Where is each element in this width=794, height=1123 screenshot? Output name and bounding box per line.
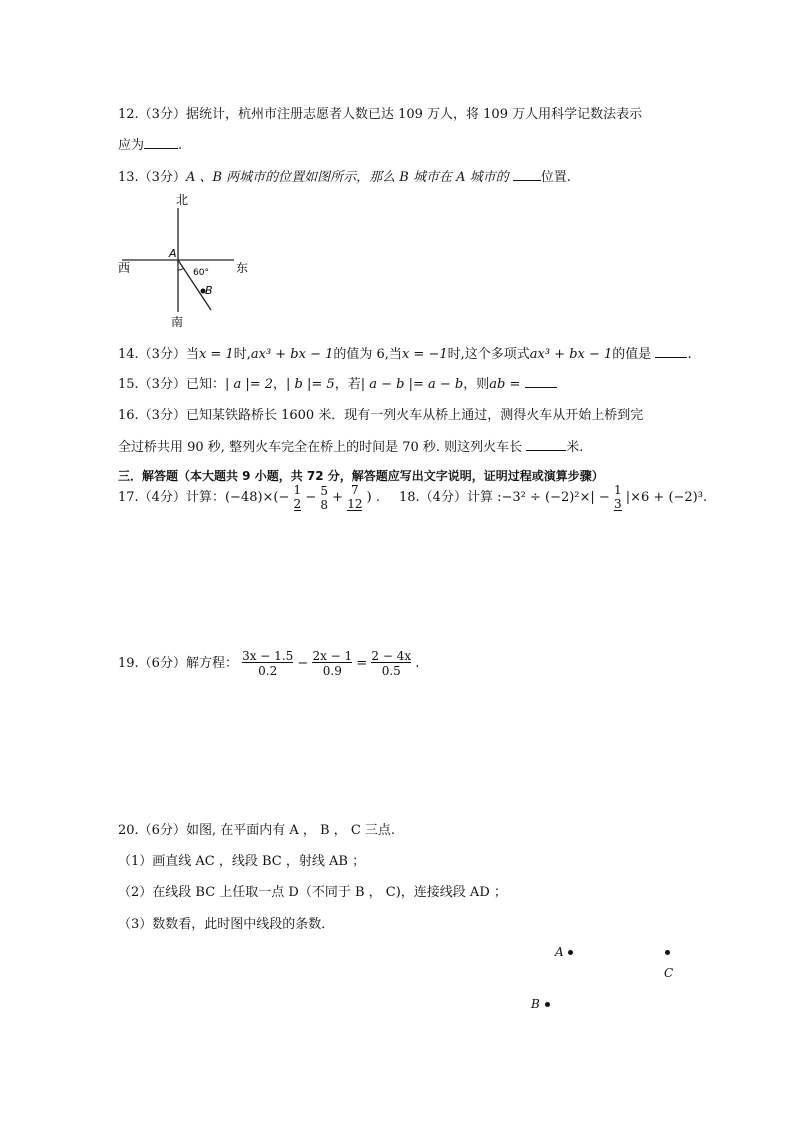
q18-expr-a: −3² ÷ (−2)²×| − [501, 490, 610, 505]
q20-text: 20.（6分）如图, 在平面内有 A ， B ， C 三点. [118, 823, 396, 838]
q16-text2: 全过桥共用 90 秒, 整列火车完全在桥上的时间是 70 秒. 则这列火车长 [118, 440, 523, 455]
q14-line [118, 343, 692, 362]
q18-f-den: 3 [613, 497, 622, 511]
q17-close: ) . [366, 490, 380, 505]
q14-answer-blank[interactable] [655, 345, 687, 358]
q15-res: ab = [489, 377, 521, 392]
q12-line2 [118, 134, 182, 153]
q14-cond2: x = −1 [401, 347, 448, 362]
q15-sep: ， [273, 377, 287, 392]
label-a: A [169, 247, 177, 260]
q17-f3-num: 7 [351, 483, 359, 497]
q17-f2-num: 5 [320, 483, 328, 498]
q18-fraction [614, 484, 622, 511]
q20-item1-text: （1）画直线 AC ，线段 BC ，射线 AB ； [118, 854, 366, 869]
q17-line [118, 484, 380, 511]
q12-answer-blank[interactable] [144, 136, 178, 149]
q12-text: 12.（3分）据统计，杭州市注册志愿者人数已达 109 万人，将 109 万人用科学记数法表示 [118, 107, 643, 122]
q12-suffix: . [178, 138, 183, 153]
q14-mid1: 时, [233, 347, 251, 362]
q20-point-b [545, 1002, 550, 1007]
q13-line [118, 166, 571, 185]
q15-a: | a |= 2 [224, 377, 274, 392]
section-3-text: 三．解答题（本大题共 9 小题，共 72 分，解答题应写出文字说明，证明过程或演算步骤） [118, 469, 604, 483]
q20-point-a [568, 950, 573, 955]
label-south: 南 [171, 315, 184, 329]
q20-point-c [665, 950, 670, 955]
q20-item3 [118, 913, 334, 932]
q19-f2-num: 2x − 1 [312, 649, 353, 663]
q16-text1: 16.（3分）已知某铁路桥长 1600 米．现有一列火车从桥上通过，测得火车从开始上桥到完 [118, 408, 644, 423]
label-west: 西 [118, 261, 131, 275]
label-north: 北 [176, 193, 189, 207]
label-angle: 60° [193, 268, 209, 278]
q13-text: A 、B 两城市的位置如图所示，那么 B 城市在 A 城市的 [185, 170, 509, 185]
q14-mid3: 时,这个多项式 [447, 347, 530, 362]
q15-answer-blank[interactable] [525, 375, 557, 388]
q18-f-num: 1 [613, 483, 622, 497]
q18-dot: . [702, 490, 708, 505]
angle-arc [178, 268, 184, 270]
q13-direction-diagram [112, 190, 252, 332]
q19-f2-den: 0.9 [322, 664, 342, 678]
q17-f2-den: 8 [320, 497, 328, 512]
q16-suffix: 米. [566, 440, 584, 455]
q19-f3-den: 0.5 [381, 664, 401, 678]
q13-prefix: 13.（3分） [118, 170, 186, 185]
q20-label-a: A [555, 945, 564, 959]
q19-fraction-2 [312, 650, 352, 677]
q19-eq: = [356, 656, 368, 671]
q19-fraction-3 [371, 650, 411, 677]
section-3-heading [118, 467, 604, 484]
q17-fraction-1 [294, 484, 302, 511]
q17-fraction-2 [320, 485, 328, 511]
q20-line1 [118, 819, 395, 838]
q20-item3-text: （3）数数看，此时图中线段的条数． [118, 917, 335, 932]
q20-item1 [118, 850, 365, 869]
q12-prefix: 应为 [118, 138, 145, 153]
q17-f1-num: 1 [293, 483, 302, 497]
q15-cond: | a − b |= a − b [360, 377, 464, 392]
q20-item2-text: （2）在线段 BC 上任取一点 D（不同于 B ， C)，连接线段 AD ； [118, 885, 507, 900]
q13-answer-blank[interactable] [513, 168, 541, 181]
label-b: B [205, 284, 213, 297]
q14-end: 的值是 [612, 347, 652, 362]
q18-prefix: 18.（4分）计算 : [399, 490, 502, 505]
q17-f3-den: 12 [347, 497, 363, 511]
q20-label-b: B [531, 997, 540, 1011]
q20-item2 [118, 881, 507, 900]
q19-f1-den: 0.2 [258, 664, 278, 678]
q16-answer-blank[interactable] [526, 438, 566, 451]
q19-line [118, 650, 419, 677]
q20-label-c: C [664, 966, 674, 980]
q17-minus: − [305, 490, 317, 505]
q14-mid2: 的值为 6,当 [333, 347, 402, 362]
q12-line1 [118, 103, 642, 122]
q15-mid: ，若 [334, 377, 361, 392]
q17-expr-a: (−48)×(− [224, 490, 290, 505]
q17-fraction-3 [347, 484, 362, 511]
q16-line2 [118, 436, 583, 455]
q14-dot: . [687, 347, 692, 362]
q19-f1-num: 3x − 1.5 [242, 649, 294, 663]
q19-fraction-1 [242, 650, 293, 677]
q19-prefix: 19.（6分）解方程： [118, 656, 238, 671]
q17-plus: + [332, 490, 344, 505]
q14-cond1: x = 1 [198, 347, 234, 362]
q17-f1-den: 2 [293, 497, 302, 511]
q15-line [118, 373, 557, 392]
q17-prefix: 17.（4分）计算： [118, 490, 225, 505]
q15-b: | b |= 5 [286, 377, 335, 392]
q14-expr: ax³ + bx − 1 [250, 347, 334, 362]
q15-prefix: 15.（3分）已知： [118, 377, 225, 392]
q19-minus: − [297, 656, 309, 671]
q13-suffix: 位置. [540, 170, 571, 185]
q14-prefix: 14.（3分）当 [118, 347, 199, 362]
q18-expr-b: |×6 + (−2)³ [625, 490, 703, 505]
q15-mid2: ，则 [463, 377, 490, 392]
q14-expr2: ax³ + bx − 1 [529, 347, 613, 362]
q19-dot: . [415, 656, 420, 671]
q18-line [399, 484, 707, 511]
q19-f3-num: 2 − 4x [371, 649, 412, 663]
q16-line1 [118, 404, 643, 423]
label-east: 东 [236, 261, 249, 275]
